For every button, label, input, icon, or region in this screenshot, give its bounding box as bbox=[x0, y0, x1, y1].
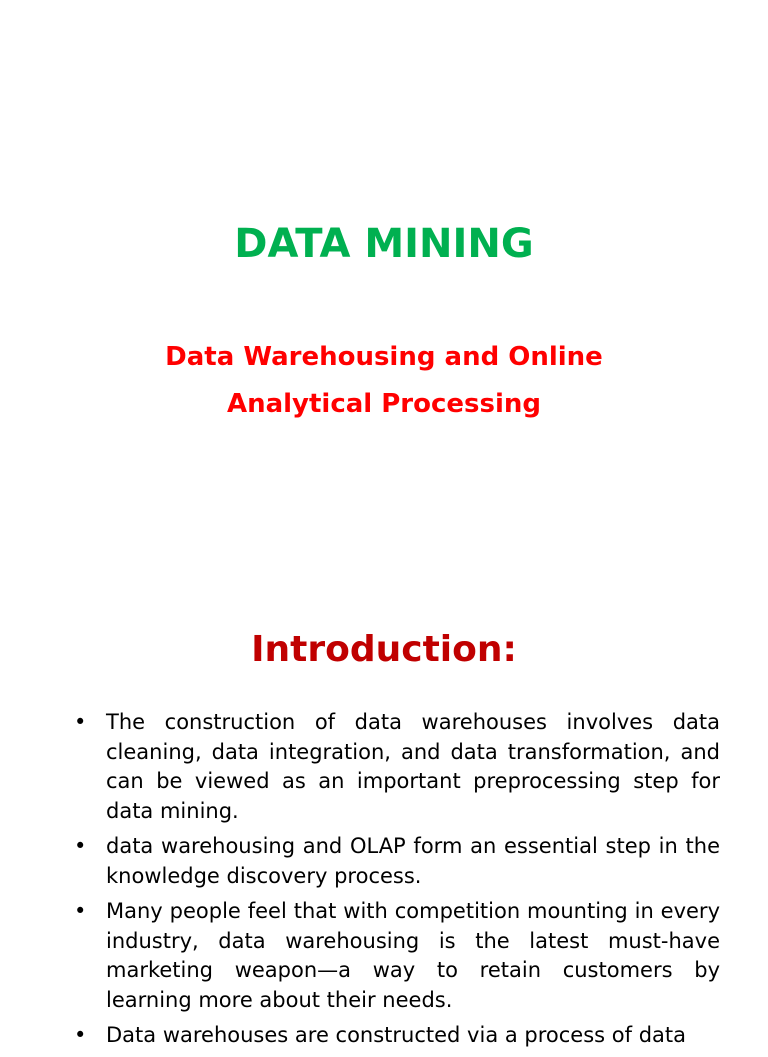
bullet-item bbox=[70, 897, 720, 1015]
bullet-text: data warehousing and OLAP form an essential step in the knowledge discovery process. bbox=[106, 834, 720, 888]
subtitle-line-2: Analytical Processing bbox=[226, 389, 542, 419]
bullet-marker: • bbox=[74, 1023, 87, 1047]
bullet-marker: • bbox=[74, 710, 87, 734]
bullet-text: Many people feel that with competition mounting in every industry, data warehousing is the latest must-have marketing weapon—a way to retain customers by learning more about their needs. bbox=[106, 899, 720, 1012]
bullet-list bbox=[70, 708, 720, 1057]
bullet-marker: • bbox=[74, 834, 87, 858]
bullet-item bbox=[70, 1021, 720, 1051]
slide-subtitle bbox=[0, 334, 768, 428]
bullet-text: Data warehouses are constructed via a process of data bbox=[106, 1023, 687, 1047]
bullet-text: The construction of data warehouses involves data cleaning, data integration, and data transformation, and can be viewed as an important preprocessing step for data mining. bbox=[106, 710, 720, 823]
section-heading: Introduction: bbox=[251, 629, 517, 670]
bullet-item bbox=[70, 708, 720, 826]
subtitle-line-1: Data Warehousing and Online bbox=[165, 342, 603, 372]
bullet-item bbox=[70, 832, 720, 891]
bullet-marker: • bbox=[74, 899, 87, 923]
slide-title: DATA MINING bbox=[234, 221, 534, 267]
